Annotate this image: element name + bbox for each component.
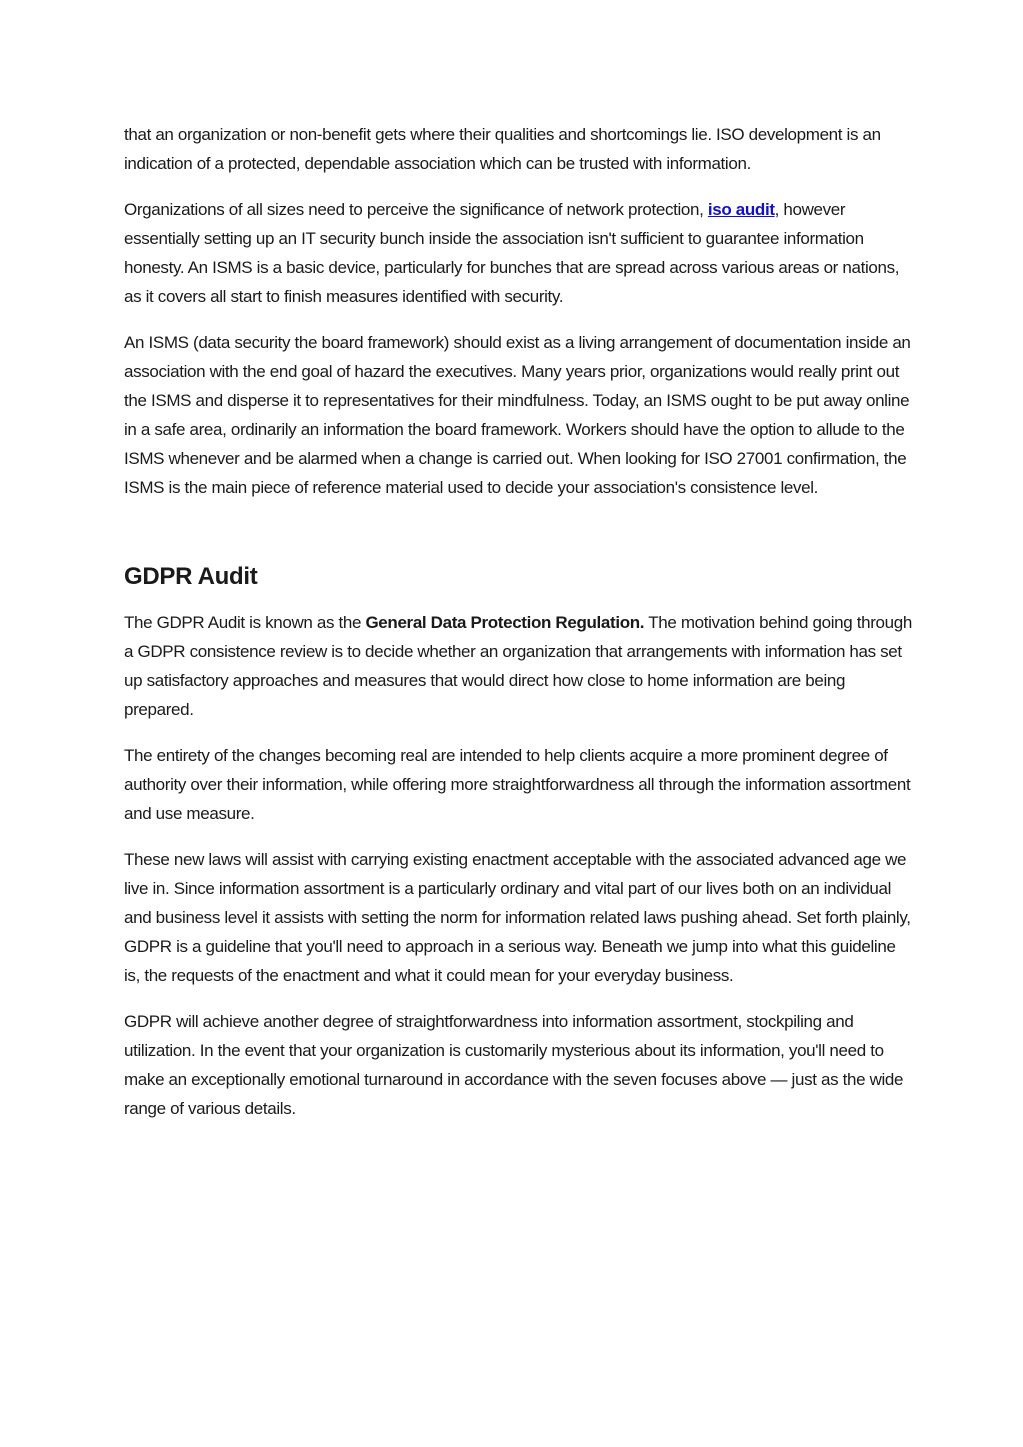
document-page — [124, 120, 914, 1123]
paragraph-text-before-bold: The GDPR Audit is known as the — [124, 613, 366, 632]
paragraph-text-after-link: , however essentially setting up an IT security bunch inside the association isn't sufficient to guarantee information honesty. An ISMS is a basic device, particularly for bunches that are spread across various areas or nations, as it covers all start to finish measures identified with security. — [124, 200, 900, 306]
bold-term-gdpr: General Data Protection Regulation. — [365, 613, 645, 632]
iso-audit-link[interactable]: iso audit — [707, 200, 775, 219]
paragraph-text-before-link: Organizations of all sizes need to perceive the significance of network protection, — [124, 200, 708, 219]
paragraph-text-after-bold: The motivation behind going through a GDPR consistence review is to decide whether an organization that arrangements with information has set up satisfactory approaches and measures that would direct how close to home information are being prepared. — [124, 613, 912, 719]
paragraph-gdpr-definition — [124, 608, 914, 724]
paragraph-network-protection — [124, 195, 914, 311]
section-heading-gdpr-audit: GDPR Audit — [124, 563, 258, 590]
paragraph-new-laws: These new laws will assist with carrying existing enactment acceptable with the associated advanced age we live in. Since information assortment is a particularly ordinary and vital part of our lives both on an individual and business level it assists with setting the norm for information related laws pushing ahead. Set forth plainly, GDPR is a guideline that you'll need to approach in a serious way. Beneath we jump into what this guideline is, the requests of the enactment and what it could mean for your everyday business. — [124, 850, 911, 985]
paragraph-iso-development: that an organization or non-benefit gets where their qualities and shortcomings lie. ISO development is an indication of a protected, dependable association which can be trusted with information. — [124, 125, 881, 173]
paragraph-isms: An ISMS (data security the board framework) should exist as a living arrangement of documentation inside an association with the end goal of hazard the executives. Many years prior, organizations would really print out the ISMS and disperse it to representatives for their mindfulness. Today, an ISMS ought to be put away online in a safe area, ordinarily an information the board framework. Workers should have the option to allude to the ISMS whenever and be alarmed when a change is carried out. When looking for ISO 27001 confirmation, the ISMS is the main piece of reference material used to decide your association's consistence level. — [124, 333, 911, 497]
paragraph-changes: The entirety of the changes becoming real are intended to help clients acquire a more prominent degree of authority over their information, while offering more straightforwardness all through the information assortment and use measure. — [124, 746, 911, 823]
paragraph-straightforwardness: GDPR will achieve another degree of straightforwardness into information assortment, stockpiling and utilization. In the event that your organization is customarily mysterious about its information, you'll need to make an exceptionally emotional turnaround in accordance with the seven focuses above — just as the wide range of various details. — [124, 1012, 904, 1118]
